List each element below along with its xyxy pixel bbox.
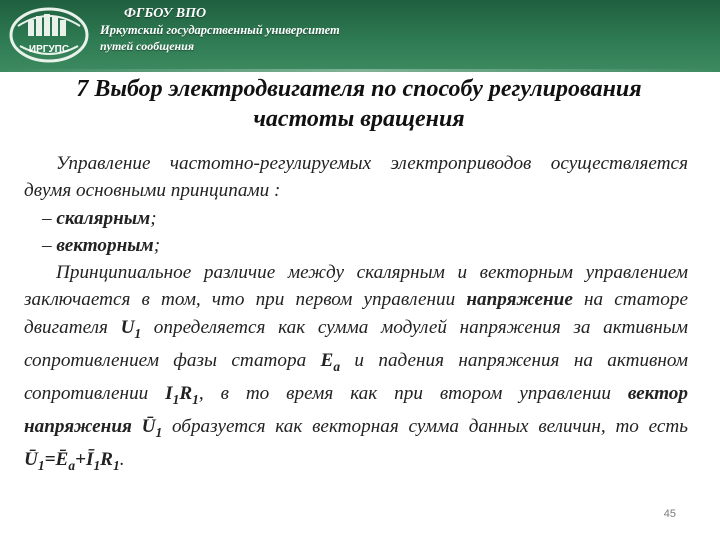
- text-run: образуется как векторная сумма данных величин, то есть: [162, 416, 688, 438]
- symbol-ea: $E_a$: [320, 349, 341, 374]
- text-run: определяется как сумма модулей напряжения за активным сопротивлением фазы статора: [24, 316, 689, 371]
- text-run: Принципиальное различие между скалярным и векторным управлением заключается в том, что при первом управлении: [24, 262, 688, 311]
- list-item: – скалярным;: [42, 207, 157, 229]
- list-item: – векторным;: [42, 234, 161, 256]
- page-number: 45: [663, 508, 676, 520]
- university-logo-icon: [6, 4, 92, 66]
- org-line-3: путей сообщения: [100, 39, 195, 53]
- symbol-u1-vector: $Ū_1$: [131, 416, 163, 440]
- title-line-2: частоты вращения: [253, 106, 465, 132]
- paragraph-2: [24, 259, 688, 479]
- slide-title: [24, 74, 694, 134]
- symbol-i1r1: $I_1R_1$: [165, 383, 199, 407]
- text-run: и падения напряжения на активном сопротивлении: [24, 349, 688, 405]
- org-line-1: ФГБОУ ВПО: [124, 6, 207, 21]
- slide-body: [24, 150, 688, 479]
- bold-term: напряжение: [466, 289, 573, 311]
- symbol-u1: $U_1$: [120, 316, 142, 341]
- title-line-1: 7 Выбор электродвигателя по способу регулирования: [76, 76, 642, 102]
- bold-term: вектор напряжения: [24, 383, 688, 438]
- logo-text: ИРГУПС: [28, 44, 70, 55]
- organization-name: [100, 6, 420, 54]
- list-item-bold: векторным: [56, 234, 154, 256]
- text-run: .: [119, 449, 125, 471]
- formula: $Ū_1=Ē_a+Ī_1R_1$: [24, 449, 120, 474]
- org-line-2: Иркутский государственный университет: [100, 23, 340, 37]
- paragraph-1: Управление частотно-регулируемых электроприводов осуществляется двумя основными принципами :: [24, 153, 688, 202]
- text-run: , в то время как при втором управлении: [198, 383, 628, 405]
- text-run: на статоре двигателя: [24, 289, 688, 338]
- header-band: [0, 0, 720, 72]
- list-item-bold: скалярным: [56, 207, 151, 229]
